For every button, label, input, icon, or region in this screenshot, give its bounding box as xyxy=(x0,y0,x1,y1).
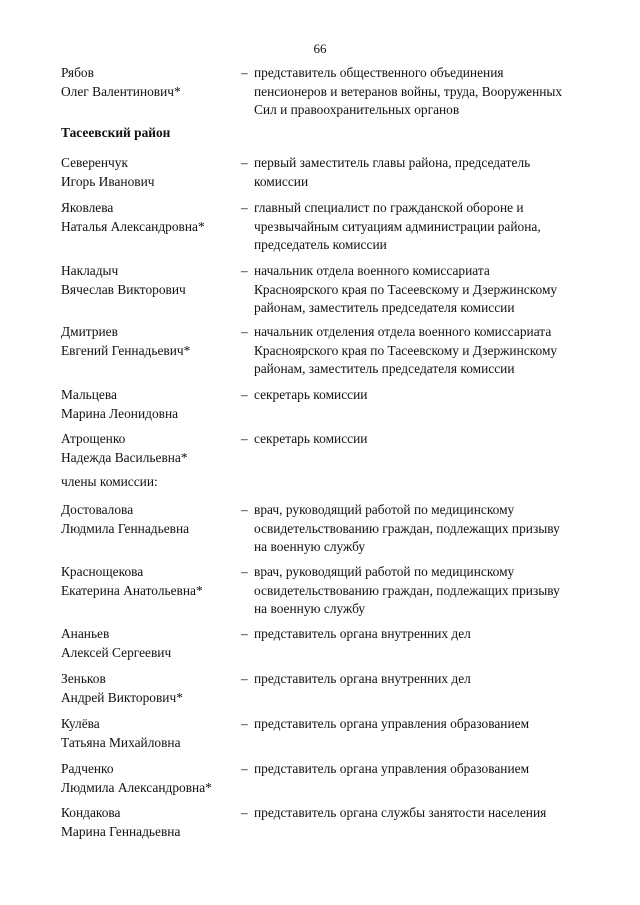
member-surname: Дмитриев xyxy=(61,324,118,339)
member-given-names: Марина Геннадьевна xyxy=(61,823,181,839)
members-label: члены комиссии: xyxy=(61,474,158,489)
member-name xyxy=(61,563,241,600)
member-surname: Краснощекова xyxy=(61,564,144,579)
member-role xyxy=(254,386,599,405)
role-line: Красноярского края по Тасеевскому и Дзержинскому xyxy=(254,342,558,358)
member-given-names: Наталья Александровна* xyxy=(61,218,205,234)
member-surname: Рябов xyxy=(61,65,94,80)
page-number: 66 xyxy=(313,41,327,56)
dash: – xyxy=(241,324,248,339)
role-line: представитель органа управления образованием xyxy=(254,761,530,776)
member-surname: Зеньков xyxy=(61,671,106,686)
member-surname: Накладыч xyxy=(61,263,119,278)
role-line: председатель комиссии xyxy=(254,237,387,252)
member-given-names: Игорь Иванович xyxy=(61,173,155,189)
role-line: секретарь комиссии xyxy=(254,431,368,446)
member-surname: Атрощенко xyxy=(61,431,126,446)
role-line: начальник отделения отдела военного комиссариата xyxy=(254,324,552,339)
member-name xyxy=(61,323,241,360)
dash: – xyxy=(241,431,248,446)
member-name xyxy=(61,430,241,467)
member-role xyxy=(254,563,599,619)
role-line: освидетельствованию граждан, подлежащих призыву xyxy=(254,582,560,598)
member-role xyxy=(254,715,599,734)
role-line: представитель органа внутренних дел xyxy=(254,671,471,686)
member-name xyxy=(61,386,241,423)
dash: – xyxy=(241,716,248,731)
member-role xyxy=(254,760,599,779)
member-surname: Мальцева xyxy=(61,387,117,402)
role-line: районам, заместитель председателя комиссии xyxy=(254,361,515,376)
dash: – xyxy=(241,263,248,278)
member-given-names: Людмила Геннадьевна xyxy=(61,520,190,536)
member-role xyxy=(254,670,599,689)
member-name xyxy=(61,199,241,236)
role-line: чрезвычайным ситуациям администрации района, xyxy=(254,218,541,234)
member-surname: Ананьев xyxy=(61,626,110,641)
member-name xyxy=(61,625,241,662)
member-role xyxy=(254,323,599,379)
member-role xyxy=(254,501,599,557)
dash: – xyxy=(241,761,248,776)
member-name xyxy=(61,154,241,191)
member-name xyxy=(61,501,241,538)
dash: – xyxy=(241,502,248,517)
role-line: главный специалист по гражданской обороне и xyxy=(254,200,524,215)
role-line: представитель общественного объединения xyxy=(254,65,504,80)
role-line: представитель органа управления образованием xyxy=(254,716,530,731)
member-given-names: Евгений Геннадьевич* xyxy=(61,342,191,358)
dash: – xyxy=(241,805,248,820)
role-line: начальник отдела военного комиссариата xyxy=(254,263,490,278)
member-given-names: Марина Леонидовна xyxy=(61,405,179,421)
member-given-names: Татьяна Михайловна xyxy=(61,734,181,750)
member-name xyxy=(61,670,241,707)
role-line: на военную службу xyxy=(254,539,366,554)
role-line: пенсионеров и ветеранов войны, труда, Вооруженных xyxy=(254,83,563,99)
member-name xyxy=(61,715,241,752)
dash: – xyxy=(241,200,248,215)
role-line: Красноярского края по Тасеевскому и Дзержинскому xyxy=(254,281,558,297)
member-given-names: Надежда Васильевна* xyxy=(61,449,188,465)
member-role xyxy=(254,430,599,449)
member-surname: Северенчук xyxy=(61,155,128,170)
member-surname: Достовалова xyxy=(61,502,134,517)
member-given-names: Алексей Сергеевич xyxy=(61,644,172,660)
member-name xyxy=(61,760,241,797)
member-name xyxy=(61,64,241,101)
role-line: представитель органа службы занятости населения xyxy=(254,805,547,820)
dash: – xyxy=(241,387,248,402)
member-given-names: Вячеслав Викторович xyxy=(61,281,186,297)
dash: – xyxy=(241,65,248,80)
role-line: комиссии xyxy=(254,173,309,189)
role-line: освидетельствованию граждан, подлежащих призыву xyxy=(254,520,560,536)
member-role xyxy=(254,625,599,644)
member-role xyxy=(254,262,599,318)
role-line: врач, руководящий работой по медицинскому xyxy=(254,502,515,517)
dash: – xyxy=(241,671,248,686)
member-given-names: Людмила Александровна* xyxy=(61,779,212,795)
member-role xyxy=(254,199,599,255)
dash: – xyxy=(241,626,248,641)
role-line: секретарь комиссии xyxy=(254,387,368,402)
member-name xyxy=(61,804,241,841)
dash: – xyxy=(241,564,248,579)
member-surname: Кондакова xyxy=(61,805,121,820)
member-surname: Яковлева xyxy=(61,200,114,215)
member-role xyxy=(254,64,599,120)
member-role xyxy=(254,804,599,823)
member-given-names: Олег Валентинович* xyxy=(61,83,181,99)
member-name xyxy=(61,262,241,299)
role-line: представитель органа внутренних дел xyxy=(254,626,471,641)
member-given-names: Екатерина Анатольевна* xyxy=(61,582,203,598)
dash: – xyxy=(241,155,248,170)
member-surname: Радченко xyxy=(61,761,114,776)
member-given-names: Андрей Викторович* xyxy=(61,689,183,705)
district-heading: Тасеевский район xyxy=(61,125,171,140)
member-role xyxy=(254,154,599,191)
role-line: врач, руководящий работой по медицинскому xyxy=(254,564,515,579)
role-line: на военную службу xyxy=(254,601,366,616)
role-line: районам, заместитель председателя комиссии xyxy=(254,300,515,315)
role-line: первый заместитель главы района, председатель xyxy=(254,155,531,170)
member-surname: Кулёва xyxy=(61,716,100,731)
role-line: Сил и правоохранительных органов xyxy=(254,102,460,117)
